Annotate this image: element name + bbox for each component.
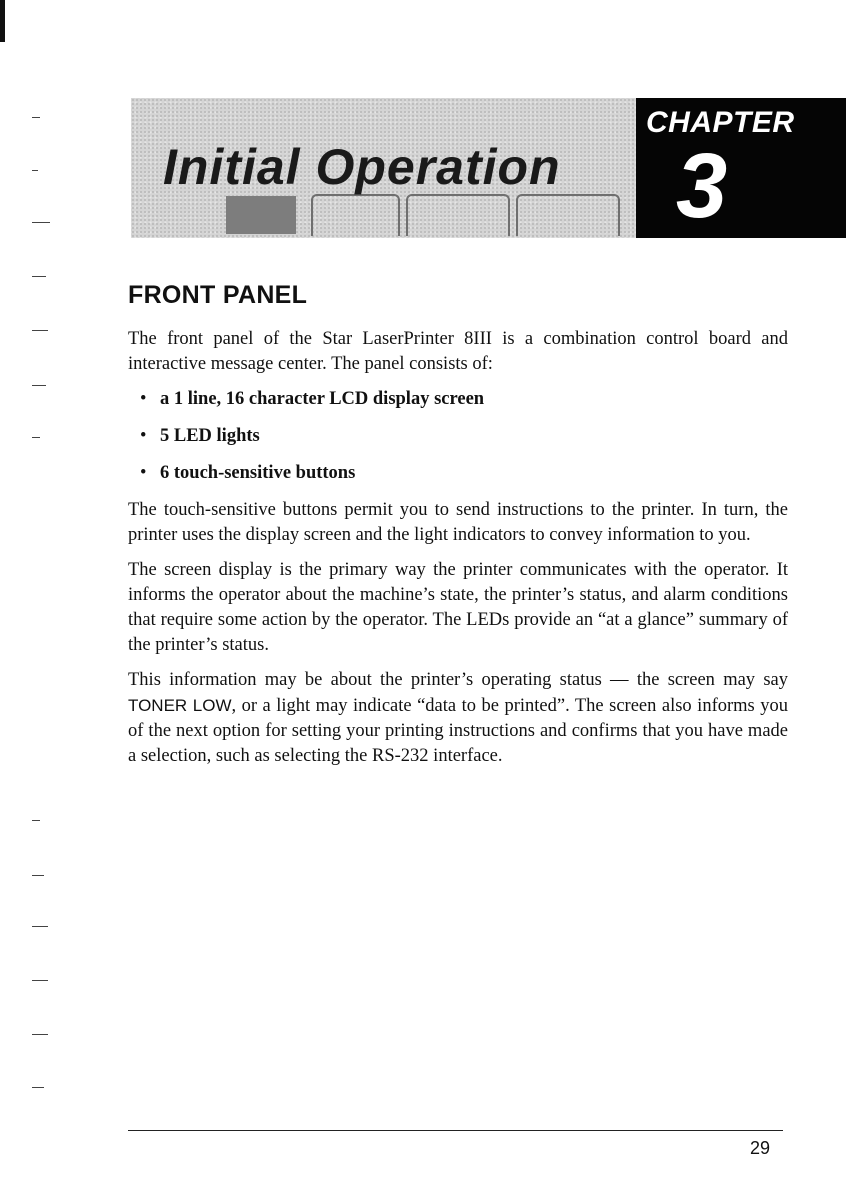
scan-tick	[32, 875, 44, 876]
chapter-banner	[131, 98, 846, 238]
list-item	[128, 387, 788, 412]
list-item	[128, 424, 788, 449]
scan-tick	[32, 926, 48, 927]
footer-rule	[128, 1130, 783, 1131]
list-item-text: 6 touch-sensitive buttons	[160, 463, 356, 483]
bullet-icon: •	[140, 389, 147, 409]
bullet-icon: •	[140, 463, 147, 483]
bullet-icon: •	[140, 426, 147, 446]
chapter-label: CHAPTER	[646, 106, 795, 139]
paragraph-text: This information may be about the printer’s operating status — the screen may say	[128, 670, 788, 690]
scan-tick	[32, 330, 48, 331]
toner-low-message: TONER LOW	[128, 696, 232, 715]
panel-components-list	[128, 387, 788, 486]
intro-paragraph: The front panel of the Star LaserPrinter 8III is a combination control board and interactive message center. The panel consists of:	[128, 329, 788, 374]
list-item-text: 5 LED lights	[160, 426, 260, 446]
information-paragraph	[128, 668, 788, 769]
panel-button-outline	[516, 194, 620, 236]
buttons-paragraph: The touch-sensitive buttons permit you to send instructions to the printer. In turn, the printer uses the display screen and the light indicators to convey information to you.	[128, 500, 788, 545]
scan-tick	[32, 170, 38, 171]
scan-tick	[32, 820, 40, 821]
panel-display	[226, 196, 296, 234]
panel-button-outline	[406, 194, 510, 236]
section-body	[128, 327, 788, 779]
page-number: 29	[750, 1138, 771, 1158]
paragraph-text: , or a light may indicate “data to be printed”. The screen also informs you of the next option for setting your printing instructions and confirms that you have made a selection, such as selecting the RS-232 interface.	[128, 696, 788, 766]
scan-mark	[0, 0, 5, 42]
scan-tick	[32, 276, 46, 277]
list-item	[128, 461, 788, 486]
screen-display-paragraph: The screen display is the primary way the printer communicates with the operator. It informs the operator about the machine’s state, the printer’s status, and alarm conditions that require some action by the operator. The LEDs provide an “at a glance” summary of the printer’s status.	[128, 560, 788, 655]
scan-margin	[0, 0, 70, 1200]
chapter-block	[636, 98, 846, 238]
scan-tick	[32, 222, 50, 223]
banner-photo	[131, 98, 636, 238]
scan-tick	[32, 385, 46, 386]
scan-tick	[32, 980, 48, 981]
scan-tick	[32, 117, 40, 118]
scan-tick	[32, 1087, 44, 1088]
scan-tick	[32, 437, 40, 438]
section-heading: FRONT PANEL	[128, 281, 308, 309]
scan-tick	[32, 1034, 48, 1035]
list-item-text: a 1 line, 16 character LCD display screen	[160, 389, 485, 409]
panel-button-outline	[311, 194, 400, 236]
chapter-number: 3	[676, 135, 728, 237]
chapter-title: Initial Operation	[163, 139, 561, 195]
